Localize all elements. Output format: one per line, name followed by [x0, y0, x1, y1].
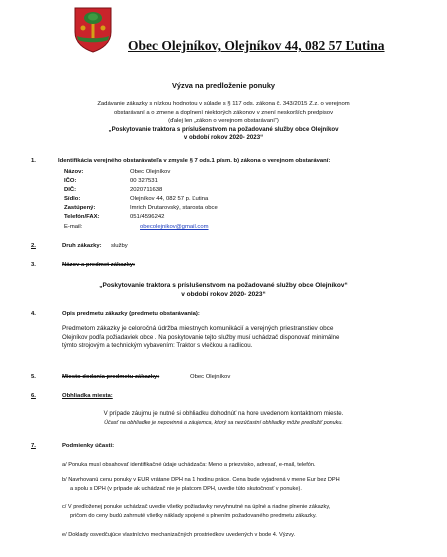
value-phone: 051/4596242 — [130, 214, 165, 220]
section-3-title: Názov a predmet zákazky: — [62, 262, 136, 268]
intro-subject: „Poskytovanie traktora s príslušenstvom na požadované služby obce Olejníkov — [108, 125, 339, 133]
subject-line: „Poskytovanie traktora s príslušenstvom na požadované služby obce Olejníkov“ — [99, 282, 348, 289]
section-6-number: 6. — [31, 393, 36, 399]
label-seat: Sídlo: — [64, 196, 81, 202]
section-1-number: 1. — [31, 158, 36, 164]
value-represented: Imrich Drutarovský, starosta obce — [130, 205, 218, 211]
section-5-value: Obec Olejníkov — [190, 374, 231, 380]
intro-period: v období rokov 2020- 2023“ — [183, 134, 264, 142]
document-heading: Výzva na predloženie ponuky — [171, 81, 276, 90]
section-4-description — [62, 325, 422, 351]
section-2-number: 2. — [31, 243, 36, 249]
coat-of-arms-icon — [73, 6, 113, 53]
description-line: Predmetom zákazky je celoročná údržba miestnych komunikácií a verejných priestranstiev obce — [62, 325, 334, 332]
section-4-number: 4. — [31, 311, 36, 317]
value-ico: 00 327531 — [130, 178, 158, 184]
value-dic: 2020711638 — [130, 187, 163, 193]
value-seat: Olejníkov 44, 082 57 p. Ľutina — [130, 196, 209, 202]
section-1-title: Identifikácia verejného obstarávateľa v zmysle § 7 ods.1 písm. b) zákona o verejnom obstarávaní: — [58, 158, 331, 164]
condition-c-line2: pričom do ceny budú zahrnuté všetky náklady spojené s plnením požadovaného predmetu zákazky. — [70, 513, 317, 519]
condition-a: a/ Ponuka musí obsahovať identifikačné údaje uchádzača: Meno a priezvisko, adresať, e-mail, telefón. — [62, 462, 316, 468]
description-line: týmto strojovým a technickým vybavením: Traktor s vlečkou a radlicou. — [62, 342, 253, 350]
label-phone: Telefón/FAX: — [64, 214, 100, 220]
condition-b-line1: b/ Navrhovanú cenu ponuky v EUR vrátane DPH na 1 hodinu práce. Cena bude vyjadrená v mene Eur bez DPH — [62, 477, 340, 483]
subject-period: v období rokov 2020- 2023“ — [181, 291, 266, 298]
section-7-number: 7. — [31, 443, 36, 449]
label-dic: DIČ: — [64, 187, 77, 193]
label-ico: IČO: — [64, 178, 77, 184]
condition-c-line1: c/ V predloženej ponuke uchádzač uvedie všetky požiadavky nevyhnutné na úplné a riadne plnenie zákazky, — [62, 504, 331, 510]
email-link[interactable]: obecolejnikov@gmail.com — [140, 224, 209, 230]
section-6-text — [40, 410, 407, 427]
value-name: Obec Olejníkov — [130, 169, 171, 175]
section-7-title: Podmienky účasti: — [62, 443, 115, 449]
intro-line: (ďalej len „zákon o verejnom obstarávaní“) — [168, 118, 279, 125]
section-2-value: služby — [111, 243, 128, 249]
section-5-number: 5. — [31, 374, 36, 380]
condition-b-line2: a spolu s DPH (v prípade ak uchádzač nie je platcom DPH, uvedie túto skutočnosť v ponuke). — [70, 486, 302, 492]
label-represented: Zastúpený: — [64, 205, 96, 211]
section-5-title: Miesto dodania predmetu zákazky: — [62, 374, 160, 380]
condition-e: e/ Doklady osvedčujúce vlastníctvo mechanizačných prostriedkov uvedených v bode 4. Výzvy. — [62, 532, 296, 538]
section-6-title: Obhliadka miesta: — [62, 393, 113, 399]
section-4-title: Opis predmetu zákazky (predmetu obstarávania): — [62, 311, 200, 317]
label-email: E-mail: — [64, 224, 83, 230]
description-line: Olejníkov podľa požiadaviek obce . Na poskytovanie tejto služby musí uchádzač disponovať minimálne — [62, 333, 340, 341]
section-3-subject — [40, 281, 407, 299]
intro-line: Zadávanie zákazky s nízkou hodnotou v súlade s § 117 ods. zákona č. 343/2015 Z.z. o verejnom — [97, 101, 350, 107]
page-title: Obec Olejníkov, Olejníkov 44, 082 57 Ľutina — [128, 38, 385, 53]
inspection-note: Účasť na obhliadke je nepovinná a záujemca, ktorý sa nezúčastní obhliadky môže predložiť ponuku. — [104, 419, 343, 426]
inspection-line: V prípade záujmu je nutné si obhliadku dohodnúť na hore uvedenom kontaktnom mieste. — [103, 410, 344, 417]
section-2-title: Druh zákazky: — [62, 243, 102, 249]
intro-block — [40, 100, 407, 143]
intro-line: obstarávaní a o zmene a doplnení niektorých zákonov v znení neskorších predpisov — [113, 109, 334, 116]
section-3-number: 3. — [31, 262, 36, 268]
label-name: Názov: — [64, 169, 84, 175]
